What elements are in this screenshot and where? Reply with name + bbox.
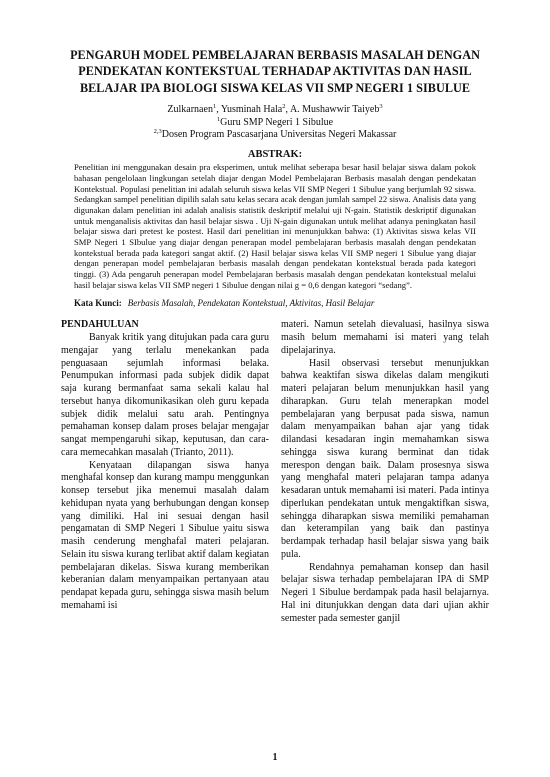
author-name: Yusminah Hala (220, 104, 283, 116)
paragraph: Hasil observasi tersebut menunjukkan bahwa keaktifan siswa dikelas dalam mengikuti materi pelajaran belum menunjukkan hasil yang diharapkan. Guru telah menerapkan model pembelajaran yang berpusat pada siswa, namun dalam menyampaikan bahan ajar yang tidak dilandasi kesadaran ingin memahamkan siswa sehingga siswa kurang berminat dan tidak merespon dengan baik. Dalam prosesnya siswa yang menghafal materi pelajaran tampa adanya kesadaran untuk memahami isi materi. Pada intinya diperlukan pendekatan untuk mengaktifkan siswa, sehingga diharapkan siswa memiliki pemahaman dan keterampilan yang baik dan pastinya berdampak terhadap hasil belajar siswa yang baik pula. (281, 357, 489, 560)
paragraph: Rendahnya pemahaman konsep dan hasil belajar siswa terhadap pembelajaran IPA di SMP Negeri 1 Sibulue berdampak pada hasil belajarnya. Hal ini ditunjukkan dengan data dari ujian akhir semester pada semester ganjil (281, 561, 489, 624)
body-columns (61, 319, 489, 625)
page-number: 1 (272, 752, 278, 763)
author-superscript: 3 (379, 103, 383, 111)
author-line: Zulkarnaen$^1$, Yusminah Hala$^2$, A. Mushawwir Taiyeb$^3$ (167, 103, 383, 116)
paragraph: Banyak kritik yang ditujukan pada cara guru mengajar yang terlalu menekankan pada penguasaan sejumlah informasi belaka. Penumpukan informasi pada subjek didik dapat saja kurang bermanfaat sama sekali kalau hal tersebut hanya dikomunikasikan oleh guru kepada subjek didik melalui satu arah. Pentingnya pemahaman konsep dalam proses belajar mengajar sangat mempengaruhi sikap, keputusan, dan cara-cara memecahkan masalah (Trianto, 2011). (61, 332, 269, 458)
abstract-body: Penelitian ini menggunakan desain pra eksperimen, untuk melihat seberapa besar hasil belajar siswa dalam pokok bahasan pengelolaan lingkungan setelah diajar dengan Model Pembelajaran Berbasis masalah dengan pendekatan Kontekstual. Populasi penelitian ini adalah seluruh siswa kelas VII SMP Negeri 1 Sibulue yang berjumlah 92 siswa. Sedangkan sampel penelitian dipilih salah satu kelas secara acak dengan jumlah sampel 22 siswa. Analisis data yang digunakan dalam penelitian ini adalah analisis statistik deskriptif melalui uji N-gain. Statistik deskriptif digunakan untuk menganalisis aktivitas dan hasil belajar siswa . Uji N-gain digunakan untuk melihat adanya peningkatan hasil belajar siswa dari pretest ke postest. Hasil dari penelitian ini menunjukkan bahwa: (1) Aktivitas siswa kelas VII SMP Negeri 1 SIbulue yang diajar dengan penerapan model pembelajaran berbasis masalah dengan pendekatan kontekstual berada pada kategori sangat aktif. (2) Hasil belajar siswa kelas VII SMP negeri 1 Sibulue yang diajar dengan penerapan model pembelajaran berbasis masalah dengan pendekatan kontekstual berada pada kategori tinggi. (3) Ada pengaruh penerapan model Pembelajaran berbasis masalah dengan pendekatan kontekstual melalui hasil belajar siswa kelas VII SMP negeri 1 Sibulue dengan nilai g = 0,6 dengan kategori “sedang”. (74, 162, 476, 290)
author-name: A. Mushawwir Taiyeb (289, 104, 380, 116)
paragraph: Kenyataan dilapangan siswa hanya menghafal konsep dan kurang mampu menggunkan konsep tersebut jika menemui masalah dalam kehidupan nyata yang berhubungan dengan konsep yang dimiliki. Hal ini sesuai dengan hasil pengamatan di SMP Negeri 1 Sibulue yaitu siswa masih cenderung menghafal materi pelajaran. Selain itu siswa kurang terlibat aktif dalam kegiatan pembelajaran dikelas. Siswa kurang memberikan keberanian dalam menyampaikan pertanyaan atau pendapat kepada guru, sehingga siswa masih belum memahami isi (61, 459, 269, 611)
abstract-heading: ABSTRAK: (247, 149, 303, 161)
keywords-text: Berbasis Masalah, Pendekatan Kontekstual, Aktivitas, Hasil Belajar (127, 298, 375, 309)
right-column (281, 319, 489, 625)
keywords-label: Kata Kunci: (74, 298, 122, 309)
paragraph: materi. Namun setelah dievaluasi, hasilnya siswa masih belum memahami isi materi yang telah dipelajarinya. (281, 319, 489, 356)
author-block (61, 104, 489, 141)
author-name: Zulkarnaen (167, 104, 213, 116)
author-superscript: 1 (212, 103, 217, 111)
paper-title: PENGARUH MODEL PEMBELAJARAN BERBASIS MASALAH DENGAN PENDEKATAN KONTEKSTUAL TERHADAP AKTIVITAS DAN HASIL BELAJAR IPA BIOLOGI SISWA KELAS VII SMP NEGERI 1 SIBULUE (70, 48, 480, 95)
left-column (61, 319, 269, 625)
affiliation-1: $^1$Guru SMP Negeri 1 Sibulue (216, 115, 334, 128)
keywords (74, 298, 489, 309)
section-heading: PENDAHULUAN (61, 319, 139, 331)
author-superscript: 2 (282, 103, 286, 111)
affiliation-2: $^{2,3}$Dosen Program Pascasarjana Universitas Negeri Makassar (153, 128, 397, 141)
